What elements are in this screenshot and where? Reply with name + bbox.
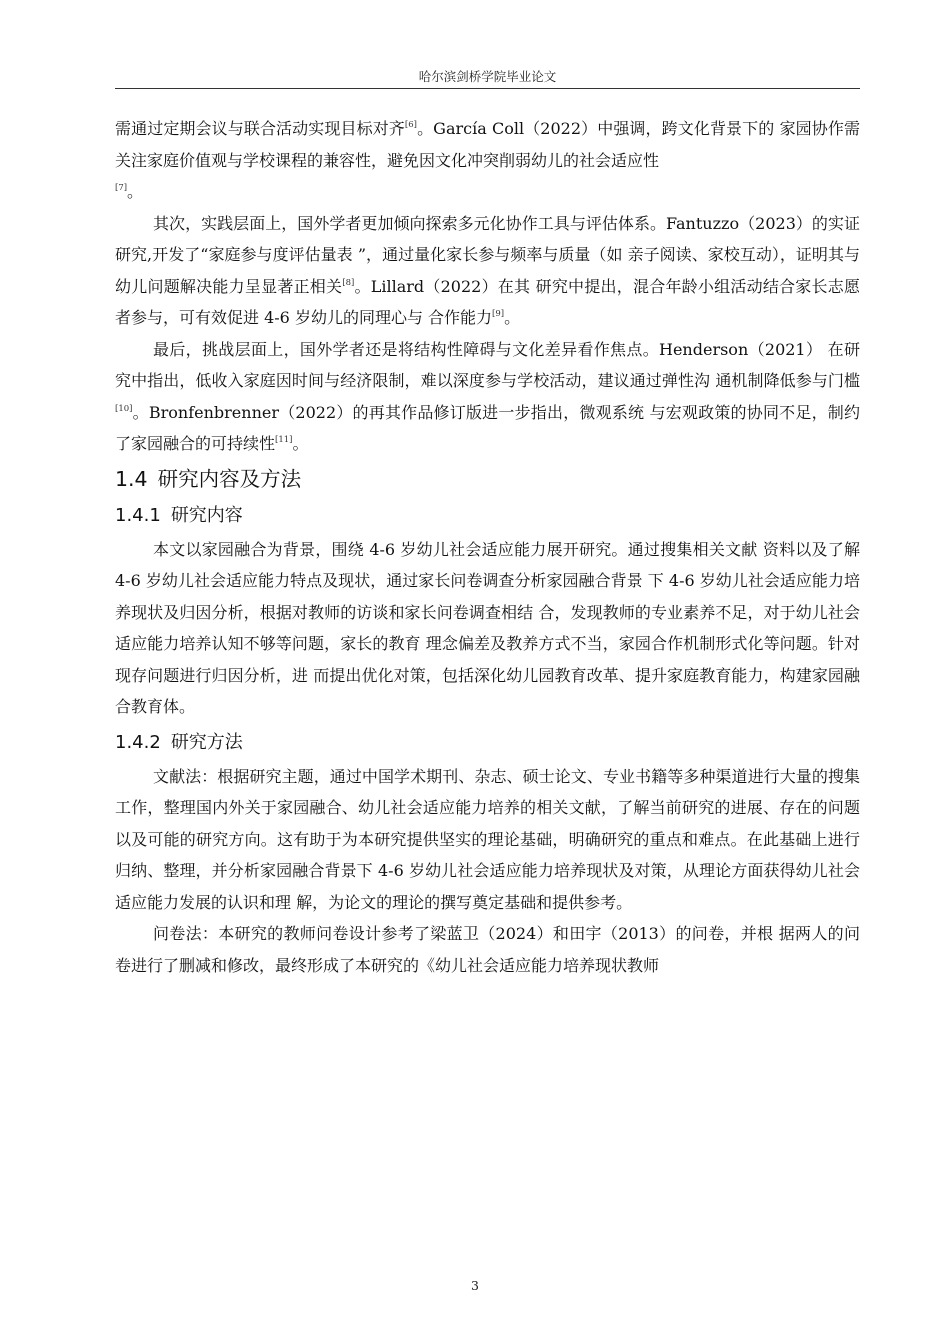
subsection-heading-1-4-1 [115, 500, 860, 532]
citation-9[interactable]: [9] [492, 309, 505, 319]
page-body [115, 113, 860, 981]
subsection-heading-1-4-2 [115, 727, 860, 759]
section-title: 研究内容及方法 [157, 466, 302, 491]
paragraph-text: 需通过定期会议与联合活动实现目标对齐 [115, 119, 405, 138]
running-header: 哈尔滨剑桥学院毕业论文 [418, 69, 557, 84]
paragraph-text: 。 [292, 434, 309, 453]
section-heading-1-4 [115, 462, 860, 496]
paragraph-text: 其次，实践层面上，国外学者更加倾向探索多元化协作工具与评估体系。Fantuzzo（2023）的实证研究,开发了“家庭参与度评估量表 ”，通过量化家长参与频率与质量（如 亲子阅读、家校互动），证明其与幼儿问题解决能力呈显著正相关 [115, 213, 860, 296]
subsection-number: 1.4.1 [115, 504, 161, 526]
paragraph-questionnaire-method: 问卷法：本研究的教师问卷设计参考了梁蓝卫（2024）和田宇（2013）的问卷，并根 据两人的问卷进行了删减和修改，最终形成了本研究的《幼儿社会适应能力培养现状教师 [115, 924, 860, 975]
header-rule [115, 88, 860, 89]
citation-8[interactable]: [8] [342, 277, 355, 288]
subsection-title: 研究内容 [170, 504, 243, 526]
section-number: 1.4 [115, 466, 148, 491]
paragraph-text: 。Bronfenbrenner（2022）的再其作品修订版进一步指出，微观系统 与宏观政策的协同不足，制约了家园融合的可持续性 [115, 402, 860, 453]
paragraph-text: 。 [504, 308, 521, 327]
page-number: 3 [471, 1278, 479, 1293]
paragraph-challenges [115, 334, 860, 460]
subsection-number: 1.4.2 [115, 731, 161, 753]
paragraph-text: 最后，挑战层面上，国外学者还是将结构性障碍与文化差异看作焦点。Henderson（2021） 在研究中指出，低收入家庭因时间与经济限制，难以深度参与学校活动，建议通过弹性沟 通机制降低参与门槛 [115, 339, 860, 390]
citation-7[interactable]: [7] [115, 183, 128, 193]
citation-11[interactable]: [11] [275, 435, 293, 445]
citation-10[interactable]: [10] [115, 403, 133, 414]
subsection-title: 研究方法 [170, 731, 243, 753]
paragraph-text: 。 [127, 182, 144, 201]
paragraph-literature-method: 文献法：根据研究主题，通过中国学术期刊、杂志、硕士论文、专业书籍等多种渠道进行大量的搜集工作，整理国内外关于家园融合、幼儿社会适应能力培养的相关文献，了解当前研究的进展、存在的问题以及可能的研究方向。这有助于为本研究提供坚实的理论基础，明确研究的重点和难点。在此基础上进行归纳、整理，并分析家园融合背景下 4-6 岁幼儿社会适应能力培养现状及对策，从理论方面获得幼儿社会适应能力发展的认识和理 解，为论文的理论的撰写奠定基础和提供参考。 [115, 766, 860, 912]
paragraph-cross-cultural [115, 113, 860, 208]
citation-6[interactable]: [6] [404, 120, 417, 130]
paragraph-practice [115, 208, 860, 334]
paragraph-research-content: 本文以家园融合为背景，围绕 4-6 岁幼儿社会适应能力展开研究。通过搜集相关文献 资料以及了解 4-6 岁幼儿社会适应能力特点及现状，通过家长问卷调查分析家园融合背景 下 4-6 岁幼儿社会适应能力培养现状及归因分析，根据对教师的访谈和家长问卷调查相结 合，发现教师的专业素养不足，对于幼儿社会适应能力培养认知不够等问题，家长的教育 理念偏差及教养方式不当，家园合作机制形式化等问题。针对现存问题进行归因分析，进 而提出优化对策，包括深化幼儿园教育改革、提升家庭教育能力，构建家园融合教育体。 [115, 539, 860, 716]
paragraph-text: 。Lillard（2022）在其 研究中提出，混合年龄小组活动结合家长志愿者参与，可有效促进 4-6 岁幼儿的同理心与 合作能力 [115, 276, 860, 327]
paragraph-text: 。García Coll（2022）中强调，跨文化背景下的 家园协作需关注家庭价值观与学校课程的兼容性，避免因文化冲突削弱幼儿的社会适应性 [115, 119, 860, 170]
